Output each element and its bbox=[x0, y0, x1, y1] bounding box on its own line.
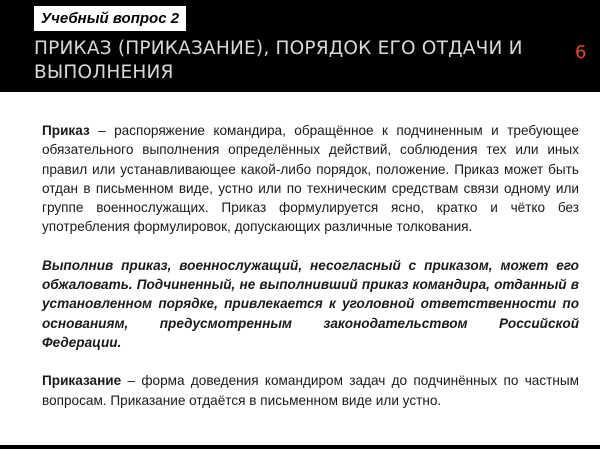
question-badge: Учебный вопрос 2 bbox=[34, 6, 186, 31]
paragraph-appeal: Выполнив приказ, военнослужащий, несогласный с приказом, может его обжаловать. Подчиненный, не выполнивший приказ командира, отданный в установленном порядке, привлекается к уголовной ответственности по основаниям, предусмотренным законодательством Российской Федерации. bbox=[42, 257, 579, 350]
bottom-bar bbox=[0, 445, 600, 449]
instruction-definition-text: – форма доведения командиром задач до подчинённых по частным вопросам. Приказание отдаётся в письменном виде или устно. bbox=[42, 373, 579, 408]
paragraph-order-definition bbox=[42, 121, 579, 237]
header-band bbox=[0, 0, 600, 92]
paragraph-instruction-definition bbox=[42, 371, 579, 410]
slide-title: ПРИКАЗ (ПРИКАЗАНИЕ), ПОРЯДОК ЕГО ОТДАЧИ И ВЫПОЛНЕНИЯ bbox=[34, 38, 523, 83]
order-definition-text: – распоряжение командира, обращённое к подчиненным и требующее обязательного выполнения определённых действий, соблюдения тех или иных правил или устанавливающее какой-либо порядок, положение. Приказ может быть отдан в письменном виде, устно или по техническим средствам связи одному или группе военнослужащих. Приказ формулируется ясно, кратко и чётко без употребления формулировок, допускающих различные толкования. bbox=[42, 123, 579, 235]
term-instruction: Приказание bbox=[42, 373, 122, 389]
page-number: 6 bbox=[575, 42, 587, 63]
slide-body bbox=[42, 121, 579, 429]
term-order: Приказ bbox=[42, 123, 90, 138]
